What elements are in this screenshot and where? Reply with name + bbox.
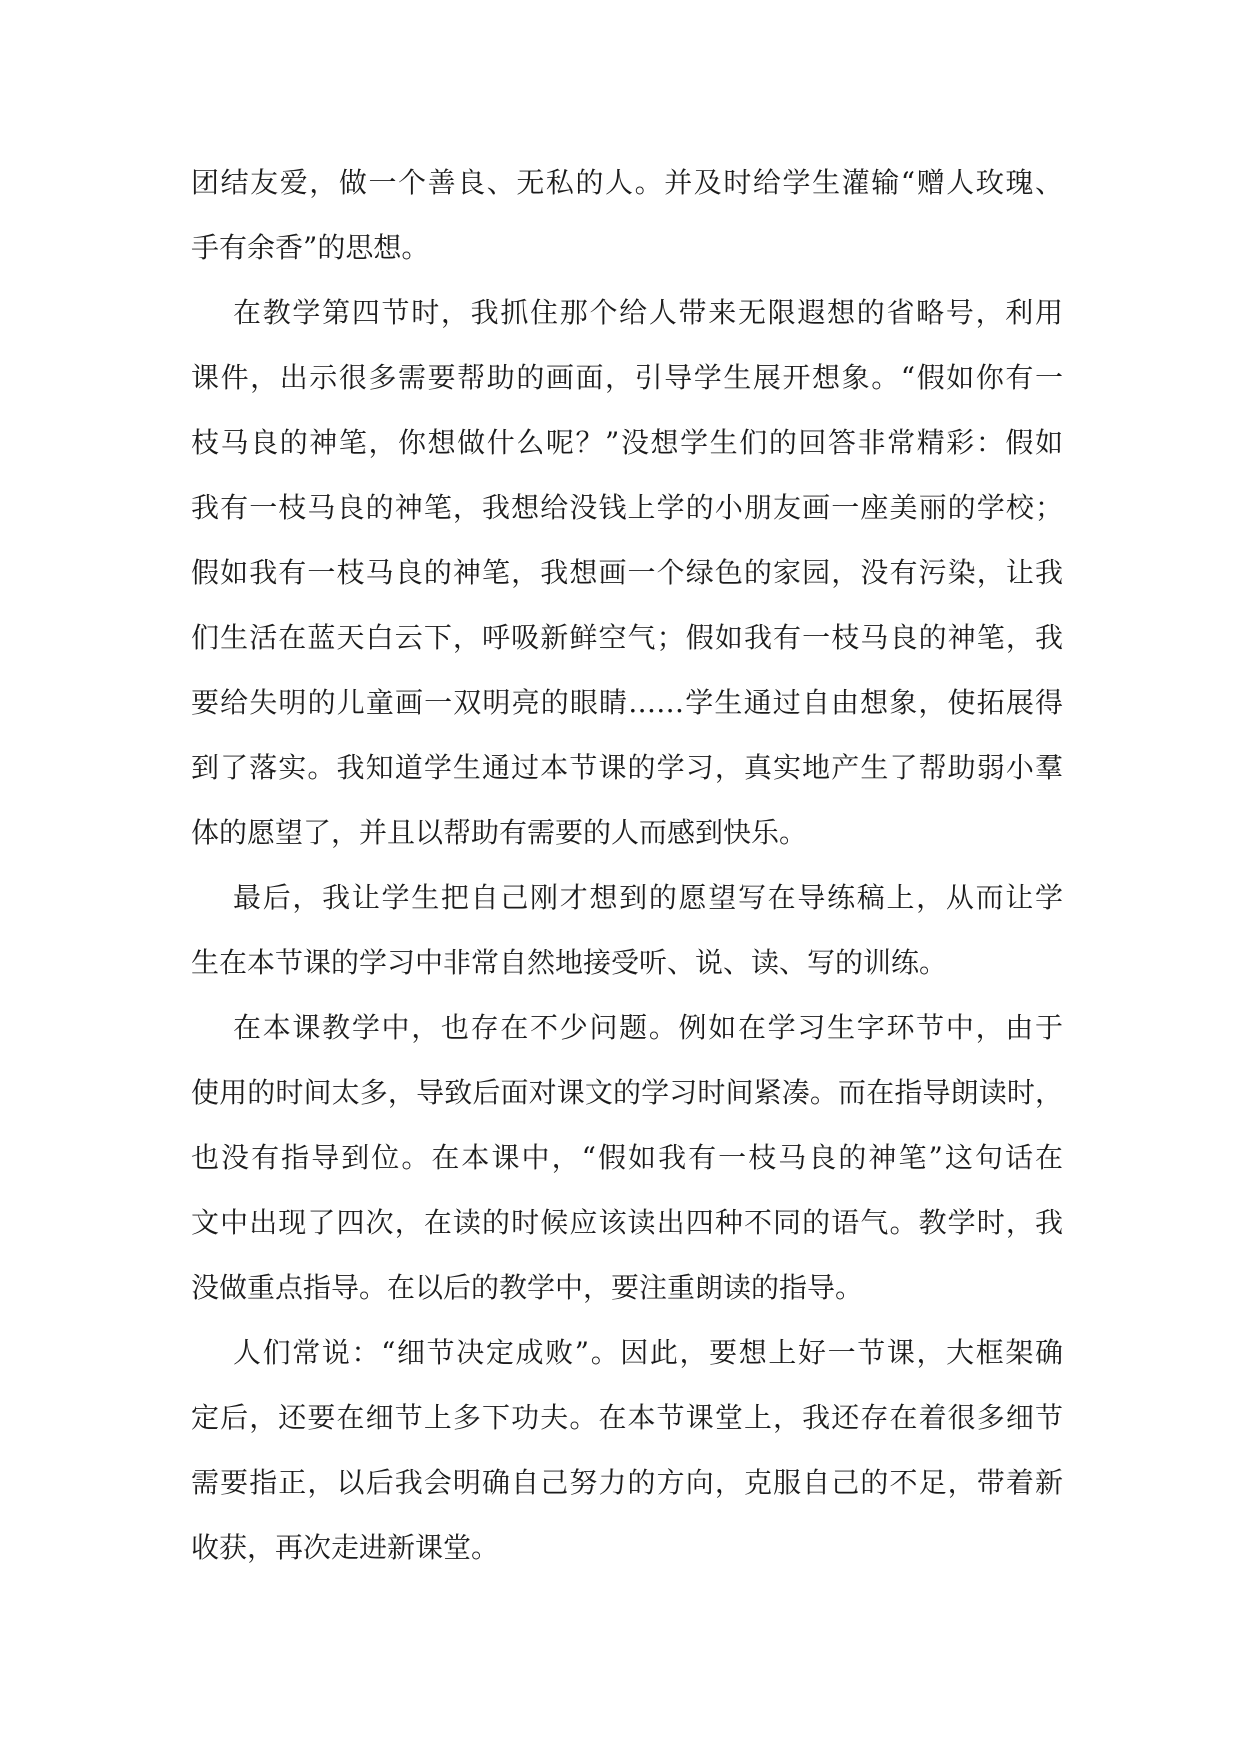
text-line: 人们常说：“细节决定成败”。因此，要想上好一节课，大框架确 — [233, 1336, 1063, 1369]
text-line: 生在本节课的学习中非常自然地接受听、说、读、写的训练。 — [191, 946, 948, 979]
text-line: 课件，出示很多需要帮助的画面，引导学生展开想象。“假如你有一 — [191, 361, 1063, 394]
text-line: 收获，再次走进新课堂。 — [191, 1531, 500, 1564]
text-line: 定后，还要在细节上多下功夫。在本节课堂上，我还存在着很多细节 — [191, 1401, 1063, 1434]
text-line: 团结友爱，做一个善良、无私的人。并及时给学生灌输“赠人玫瑰、 — [191, 166, 1063, 199]
document-body — [191, 150, 1063, 1580]
text-line: 枝马良的神笔，你想做什么呢？”没想学生们的回答非常精彩：假如 — [191, 426, 1063, 459]
paragraph-conclusion — [191, 1320, 1063, 1580]
text-line: 手有余香”的思想。 — [191, 231, 430, 264]
text-line: 没做重点指导。在以后的教学中，要注重朗读的指导。 — [191, 1271, 864, 1304]
paragraph-lesson-four — [191, 280, 1063, 865]
text-line: 需要指正，以后我会明确自己努力的方向，克服自己的不足，带着新 — [191, 1466, 1063, 1499]
paragraph-finally — [191, 865, 1063, 995]
text-line: 在教学第四节时，我抓住那个给人带来无限遐想的省略号，利用 — [233, 296, 1063, 329]
paragraph-continued — [191, 150, 1063, 280]
text-line: 文中出现了四次，在读的时候应该读出四种不同的语气。教学时，我 — [191, 1206, 1063, 1239]
text-line: 最后，我让学生把自己刚才想到的愿望写在导练稿上，从而让学 — [233, 881, 1063, 914]
text-line: 体的愿望了，并且以帮助有需要的人而感到快乐。 — [191, 816, 808, 849]
text-line: 要给失明的儿童画一双明亮的眼睛……学生通过自由想象，使拓展得 — [191, 686, 1063, 719]
text-line: 在本课教学中，也存在不少问题。例如在学习生字环节中，由于 — [233, 1011, 1063, 1044]
text-line: 使用的时间太多，导致后面对课文的学习时间紧凑。而在指导朗读时， — [191, 1076, 1063, 1109]
text-line: 我有一枝马良的神笔，我想给没钱上学的小朋友画一座美丽的学校； — [191, 491, 1063, 524]
text-line: 也没有指导到位。在本课中，“假如我有一枝马良的神笔”这句话在 — [191, 1141, 1063, 1174]
paragraph-problems — [191, 995, 1063, 1320]
text-line: 到了落实。我知道学生通过本节课的学习，真实地产生了帮助弱小羣 — [191, 751, 1063, 784]
text-line: 们生活在蓝天白云下，呼吸新鲜空气；假如我有一枝马良的神笔，我 — [191, 621, 1063, 654]
text-line: 假如我有一枝马良的神笔，我想画一个绿色的家园，没有污染，让我 — [191, 556, 1063, 589]
